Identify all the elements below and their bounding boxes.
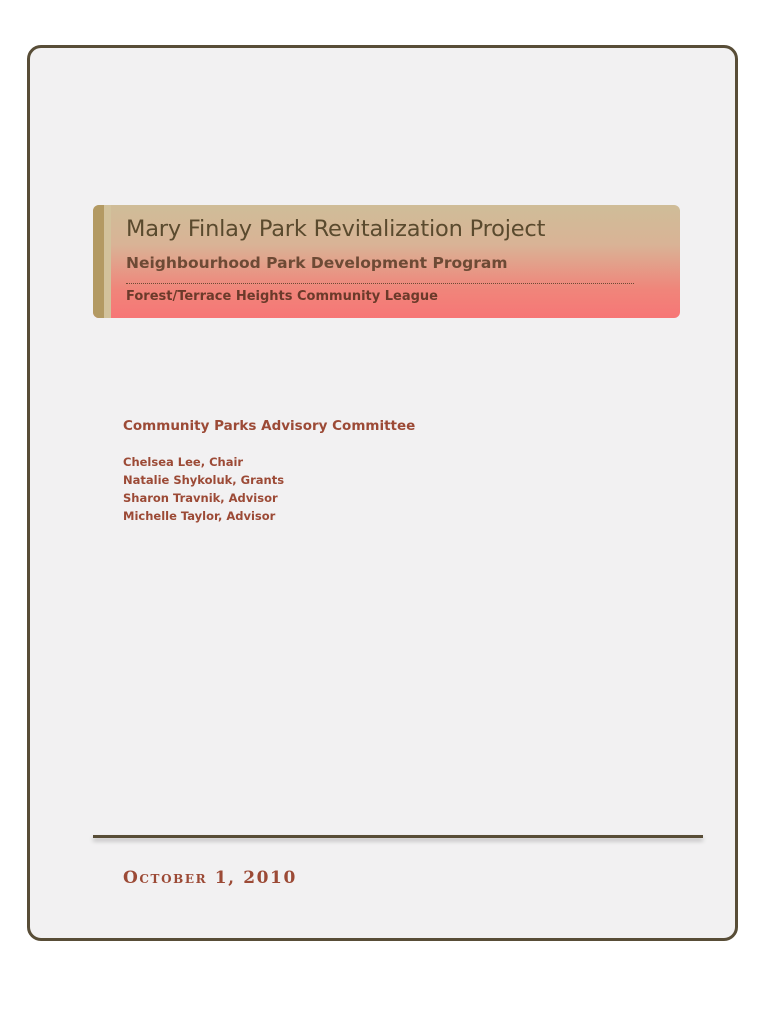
bottom-divider bbox=[93, 835, 703, 838]
document-date: October 1, 2010 bbox=[123, 868, 297, 888]
title-banner bbox=[93, 205, 680, 318]
committee-member-list bbox=[123, 453, 415, 525]
document-page bbox=[27, 45, 738, 941]
committee-member: Natalie Shykoluk, Grants bbox=[123, 473, 285, 487]
committee-heading: Community Parks Advisory Committee bbox=[123, 418, 416, 434]
community-league-name: Forest/Terrace Heights Community League bbox=[126, 289, 438, 304]
banner-accent-bar bbox=[93, 205, 111, 318]
committee-member: Michelle Taylor, Advisor bbox=[123, 509, 276, 523]
committee-member: Chelsea Lee, Chair bbox=[123, 455, 244, 469]
committee-section bbox=[123, 418, 415, 525]
dotted-divider bbox=[126, 283, 634, 284]
document-subtitle: Neighbourhood Park Development Program bbox=[126, 254, 508, 272]
document-title: Mary Finlay Park Revitalization Project bbox=[126, 216, 546, 242]
committee-member: Sharon Travnik, Advisor bbox=[123, 491, 278, 505]
